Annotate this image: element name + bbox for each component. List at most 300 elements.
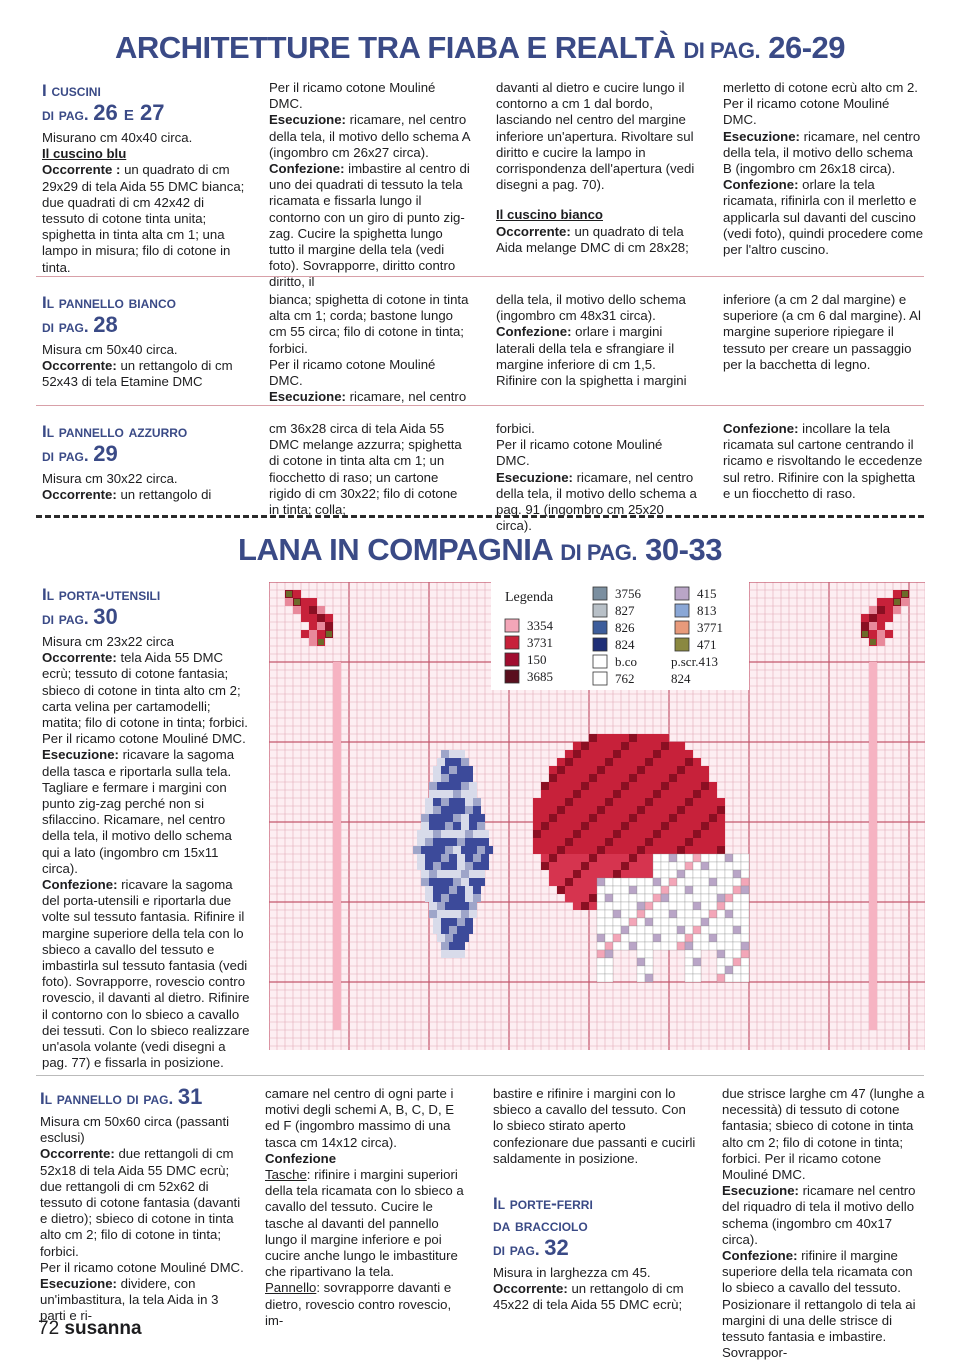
label-confezione: Confezione: (723, 421, 799, 436)
red-stitch (549, 822, 557, 830)
cat-stitch (733, 934, 741, 942)
blue-stitch (465, 862, 473, 870)
cat-stitch (661, 926, 669, 934)
blue-stitch (465, 926, 473, 934)
red-stitch (589, 894, 597, 902)
cat-stitch (685, 942, 693, 950)
cat-stitch (701, 870, 709, 878)
red-stitch (637, 750, 645, 758)
cat-stitch (725, 918, 733, 926)
red-stitch (629, 782, 637, 790)
flower-stitch (317, 630, 325, 638)
red-stitch (621, 814, 629, 822)
red-stitch (605, 822, 613, 830)
cat-stitch (669, 902, 677, 910)
cat-stitch (693, 854, 701, 862)
bianco-col4 (723, 292, 925, 373)
red-stitch (637, 774, 645, 782)
cat-stitch (669, 926, 677, 934)
red-stitch (661, 830, 669, 838)
red-stitch (605, 814, 613, 822)
cat-stitch (621, 918, 629, 926)
blue-stitch (469, 846, 477, 854)
blue-stitch (469, 782, 477, 790)
blue-stitch (477, 870, 485, 878)
cat-stitch (661, 934, 669, 942)
red-stitch (629, 870, 637, 878)
red-stitch (653, 790, 661, 798)
red-stitch (637, 814, 645, 822)
red-stitch (613, 774, 621, 782)
red-stitch (661, 838, 669, 846)
red-stitch (669, 814, 677, 822)
red-stitch (701, 838, 709, 846)
legend-label: 3771 (697, 620, 723, 635)
red-stitch (549, 838, 557, 846)
red-stitch (621, 854, 629, 862)
red-stitch (557, 782, 565, 790)
cat-stitch (661, 854, 669, 862)
red-stitch (677, 750, 685, 758)
red-stitch (653, 758, 661, 766)
cat-stitch (701, 878, 709, 886)
cat-stitch (717, 894, 725, 902)
red-stitch (565, 814, 573, 822)
red-stitch (637, 806, 645, 814)
red-stitch (589, 846, 597, 854)
cat-stitch (637, 958, 645, 966)
red-stitch (621, 790, 629, 798)
blue-stitch (421, 822, 429, 830)
cat-stitch (733, 878, 741, 886)
cat-stitch (709, 854, 717, 862)
red-stitch (693, 798, 701, 806)
blue-stitch (437, 878, 445, 886)
red-stitch (533, 814, 541, 822)
red-stitch (685, 790, 693, 798)
cat-stitch (613, 918, 621, 926)
cat-stitch (717, 910, 725, 918)
red-stitch (661, 734, 669, 742)
red-stitch (597, 838, 605, 846)
heading-pages: 28 (93, 312, 118, 337)
cat-stitch (693, 878, 701, 886)
red-stitch (581, 798, 589, 806)
red-stitch (597, 742, 605, 750)
red-stitch (669, 742, 677, 750)
red-stitch (557, 886, 565, 894)
cat-stitch (685, 918, 693, 926)
red-stitch (597, 782, 605, 790)
legend-label: 3354 (527, 618, 553, 633)
red-stitch (565, 774, 573, 782)
red-stitch (605, 854, 613, 862)
red-stitch (693, 814, 701, 822)
blue-stitch (433, 862, 441, 870)
red-stitch (645, 782, 653, 790)
red-stitch (613, 830, 621, 838)
cat-stitch (669, 910, 677, 918)
cat-stitch (613, 934, 621, 942)
cat-stitch (597, 886, 605, 894)
label-esecuzione: Esecuzione: (269, 389, 346, 405)
cat-stitch (661, 942, 669, 950)
red-stitch (589, 750, 597, 758)
cat-stitch (741, 934, 749, 942)
occorrente-cont-text: due strisce larghe cm 47 (lunghe a necessità) di tessuto di cotone fantasia; sbieco di cotone in tinta alto cm 2; filo di cotone in tinta; forbici. Per il ricamo cotone Mouliné DMC. (722, 1086, 925, 1183)
red-stitch (573, 766, 581, 774)
cat-stitch (685, 902, 693, 910)
legend-label: 471 (697, 637, 717, 652)
cat-stitch (621, 942, 629, 950)
blue-stitch (449, 862, 457, 870)
red-stitch (605, 790, 613, 798)
occorrente-cont-text: cm 36x28 circa di tela Aida 55 DMC melange azzurra; spighetta di cotone in tinta alta cm 1; un fiocchetto di raso; un cartone rigido di cm 30x22; filo di cotone in tinta; colla; (269, 421, 462, 518)
blue-stitch (477, 846, 485, 854)
blue-stitch (453, 878, 461, 886)
cat-stitch (741, 886, 749, 894)
flower-stitch (309, 598, 317, 606)
cat-stitch (629, 926, 637, 934)
legend-title: Legenda (505, 590, 554, 605)
red-stitch (573, 886, 581, 894)
cat-stitch (597, 950, 605, 958)
cat-stitch (677, 918, 685, 926)
cat-stitch (725, 950, 733, 958)
cat-stitch (685, 958, 693, 966)
red-stitch (581, 742, 589, 750)
cat-stitch (613, 886, 621, 894)
ferri-heading (493, 1193, 697, 1261)
blue-stitch (445, 814, 453, 822)
red-stitch (597, 790, 605, 798)
cat-stitch (725, 966, 733, 974)
red-stitch (701, 766, 709, 774)
subheading-2: Il cuscino bianco (496, 207, 603, 223)
red-stitch (685, 750, 693, 758)
blue-stitch (425, 838, 433, 846)
cat-stitch (629, 886, 637, 894)
blue-stitch (457, 950, 465, 958)
measure-text: Misurano cm 40x40 circa. (42, 130, 193, 145)
red-stitch (637, 734, 645, 742)
flower-stitch (901, 598, 909, 606)
cat-stitch (693, 862, 701, 870)
flower-stitch (301, 614, 309, 622)
red-stitch (573, 830, 581, 838)
red-stitch (565, 862, 573, 870)
cat-stitch (677, 942, 685, 950)
red-stitch (613, 838, 621, 846)
esecuzione-text: ricamare, nel centro (349, 389, 467, 405)
cat-stitch (701, 886, 709, 894)
red-stitch (549, 814, 557, 822)
cat-stitch (725, 910, 733, 918)
red-stitch (661, 798, 669, 806)
cat-stitch (717, 974, 725, 982)
red-stitch (709, 838, 717, 846)
red-stitch (637, 838, 645, 846)
red-stitch (629, 846, 637, 854)
red-stitch (621, 822, 629, 830)
legend-swatch (675, 604, 689, 617)
red-stitch (637, 846, 645, 854)
red-stitch (557, 862, 565, 870)
red-stitch (621, 846, 629, 854)
azzurro-heading (42, 421, 246, 467)
red-stitch (645, 830, 653, 838)
cat-stitch (741, 910, 749, 918)
red-stitch (557, 822, 565, 830)
flower-stitch (317, 614, 325, 622)
cat-stitch (661, 870, 669, 878)
label-confezione: Confezione: (722, 1248, 798, 1264)
red-stitch (573, 846, 581, 854)
red-stitch (709, 798, 717, 806)
red-stitch (589, 822, 597, 830)
red-stitch (693, 766, 701, 774)
red-stitch (565, 830, 573, 838)
blue-stitch (425, 830, 433, 838)
cat-stitch (629, 910, 637, 918)
cat-stitch (653, 878, 661, 886)
red-stitch (685, 766, 693, 774)
pannello31-col2 (265, 1086, 469, 1329)
cat-stitch (677, 902, 685, 910)
ricamo-text: Per il ricamo cotone Mouliné DMC. (42, 731, 246, 747)
red-stitch (597, 862, 605, 870)
measure-text: Misura cm 30x22 circa. (42, 471, 178, 486)
red-stitch (661, 806, 669, 814)
red-stitch (661, 750, 669, 758)
blue-stitch (417, 862, 425, 870)
red-stitch (581, 830, 589, 838)
legend-swatch (505, 619, 519, 632)
blue-stitch (425, 894, 433, 902)
red-stitch (533, 798, 541, 806)
heading-line1: Il pannello di pag. (40, 1089, 174, 1108)
red-stitch (565, 782, 573, 790)
blue-stitch (441, 774, 449, 782)
cat-stitch (605, 966, 613, 974)
cat-stitch (677, 910, 685, 918)
cat-stitch (669, 878, 677, 886)
cat-stitch (685, 862, 693, 870)
cat-stitch (717, 854, 725, 862)
red-stitch (629, 758, 637, 766)
cat-stitch (685, 926, 693, 934)
blue-stitch (465, 838, 473, 846)
section-title-architetture (0, 30, 960, 66)
red-stitch (669, 806, 677, 814)
blue-stitch (429, 910, 437, 918)
label-confezione: Confezione: (269, 161, 345, 177)
cat-stitch (717, 950, 725, 958)
cat-stitch (733, 942, 741, 950)
esecuzione-text: dividere, con un'imbastitura, la tela Aida in 3 parti e ri- (40, 1276, 219, 1324)
blue-stitch (461, 870, 469, 878)
red-stitch (645, 862, 653, 870)
legend-swatch (593, 672, 607, 685)
cat-stitch (717, 966, 725, 974)
red-stitch (669, 822, 677, 830)
red-stitch (637, 782, 645, 790)
red-stitch (557, 830, 565, 838)
esecuzione-text: ricamare, nel centro della tela, il motivo dello schema a pag. 91 (ingombro cm 25x20 circa). (496, 469, 697, 534)
legend-swatch (675, 621, 689, 634)
red-stitch (565, 838, 573, 846)
occorrente-text: tela Aida 55 DMC ecrù; tessuto di cotone fantasia; sbieco di cotone in tinta alto cm 2; carta velina per cartamodelli; matita; filo di cotone in tinta; forbici. (42, 650, 248, 731)
red-stitch (597, 766, 605, 774)
cuscini-col3 (496, 80, 698, 256)
cat-stitch (725, 854, 733, 862)
confezione-text: rifinire il margine superiore della tela ricamata con lo sbieco a cavallo del tessuto. Posizionare il rettangolo di tela ai margini di una delle strisce di tessuto fantasia e imbastire. Sovrappor- (722, 1248, 916, 1361)
red-stitch (557, 790, 565, 798)
red-stitch (605, 870, 613, 878)
heading-pages: 29 (93, 441, 118, 466)
cat-stitch (653, 902, 661, 910)
cat-stitch (661, 910, 669, 918)
cat-stitch (693, 966, 701, 974)
red-stitch (605, 838, 613, 846)
red-stitch (549, 790, 557, 798)
flower-stitch (869, 606, 877, 614)
label-pannello: Pannello (265, 1280, 317, 1296)
cat-stitch (701, 918, 709, 926)
red-stitch (645, 846, 653, 854)
red-stitch (669, 750, 677, 758)
red-stitch (581, 758, 589, 766)
confezione-text: incollare la tela ricamata sul cartone centrando il ricamo e risvoltando le eccedenze sul retro. Rifinire con la spighetta e un fiocchetto di raso. (723, 421, 923, 501)
red-stitch (565, 790, 573, 798)
blue-stitch (481, 838, 489, 846)
blue-stitch (457, 854, 465, 862)
red-stitch (589, 742, 597, 750)
legend-label: 824 (671, 671, 691, 686)
divider (36, 1075, 924, 1076)
cat-stitch (709, 902, 717, 910)
cat-stitch (741, 958, 749, 966)
ricamo-text: Per il ricamo cotone Mouliné DMC. (269, 80, 436, 112)
red-stitch (669, 758, 677, 766)
red-stitch (653, 838, 661, 846)
cat-stitch (621, 902, 629, 910)
blue-stitch (457, 806, 465, 814)
cat-stitch (717, 902, 725, 910)
red-stitch (709, 814, 717, 822)
cat-stitch (701, 854, 709, 862)
cat-stitch (645, 942, 653, 950)
cat-stitch (733, 894, 741, 902)
title-text: ARCHITETTURE TRA FIABA E REALTÀ (114, 30, 676, 65)
blue-stitch (449, 750, 457, 758)
flower-stitch (861, 622, 869, 630)
red-stitch (605, 758, 613, 766)
cat-stitch (669, 894, 677, 902)
blue-stitch (481, 854, 489, 862)
blue-stitch (469, 814, 477, 822)
blue-stitch (465, 854, 473, 862)
blue-stitch (473, 894, 481, 902)
red-stitch (693, 838, 701, 846)
red-stitch (629, 742, 637, 750)
cat-stitch (685, 870, 693, 878)
red-stitch (573, 822, 581, 830)
blue-stitch (449, 838, 457, 846)
red-stitch (613, 814, 621, 822)
red-stitch (629, 822, 637, 830)
cat-stitch (677, 870, 685, 878)
red-stitch (661, 790, 669, 798)
red-stitch (717, 822, 725, 830)
heading-line1: I cuscini (42, 81, 101, 100)
flower-stitch (317, 622, 325, 630)
cat-stitch (653, 862, 661, 870)
cat-stitch (653, 894, 661, 902)
blue-stitch (433, 894, 441, 902)
red-stitch (541, 822, 549, 830)
cat-stitch (717, 878, 725, 886)
page-number: 72 (38, 1318, 60, 1339)
blue-stitch (433, 854, 441, 862)
cat-stitch (693, 934, 701, 942)
red-stitch (629, 814, 637, 822)
red-stitch (589, 878, 597, 886)
blue-stitch (457, 766, 465, 774)
cat-stitch (605, 878, 613, 886)
cat-stitch (669, 886, 677, 894)
label-occorrente: Occorrente: (42, 650, 117, 666)
red-stitch (661, 782, 669, 790)
red-stitch (717, 814, 725, 822)
blue-stitch (449, 926, 457, 934)
blue-stitch (449, 830, 457, 838)
blue-stitch (417, 854, 425, 862)
cat-stitch (605, 902, 613, 910)
cat-stitch (613, 902, 621, 910)
cat-stitch (645, 926, 653, 934)
red-stitch (541, 798, 549, 806)
flower-stitch (293, 590, 301, 598)
red-stitch (669, 766, 677, 774)
legend-label: 3685 (527, 669, 553, 684)
red-stitch (589, 830, 597, 838)
cat-stitch (733, 910, 741, 918)
blue-stitch (477, 822, 485, 830)
blue-stitch (453, 902, 461, 910)
red-stitch (613, 766, 621, 774)
red-stitch (653, 806, 661, 814)
cat-stitch (613, 942, 621, 950)
cat-stitch (685, 910, 693, 918)
flower-stitch (293, 606, 301, 614)
red-stitch (605, 734, 613, 742)
blue-stitch (469, 878, 477, 886)
title-page-prefix: DI PAG. (560, 540, 638, 565)
esecuzione-cont-text: camare nel centro di ogni parte i motivi degli schemi A, B, C, D, E ed F (ingombro massimo di una tasca cm 14x12 circa). (265, 1086, 455, 1150)
red-stitch (701, 822, 709, 830)
legend-swatch (675, 587, 689, 600)
heading-line1: Il porta-utensili (42, 585, 161, 604)
blue-stitch (457, 862, 465, 870)
cat-stitch (717, 942, 725, 950)
blue-stitch (433, 918, 441, 926)
blue-stitch (453, 758, 461, 766)
tasche-text: : rifinire i margini superiori della tela ricamata con lo sbieco a cavallo del tessuto. Cucire le tasche al davanti del pannello lungo il margine inferiore e poi cucire anche lungo le imbastiture che ripartivano la tela. (265, 1167, 464, 1280)
section-title-lana (0, 532, 960, 568)
red-stitch (581, 806, 589, 814)
blue-stitch (429, 870, 437, 878)
